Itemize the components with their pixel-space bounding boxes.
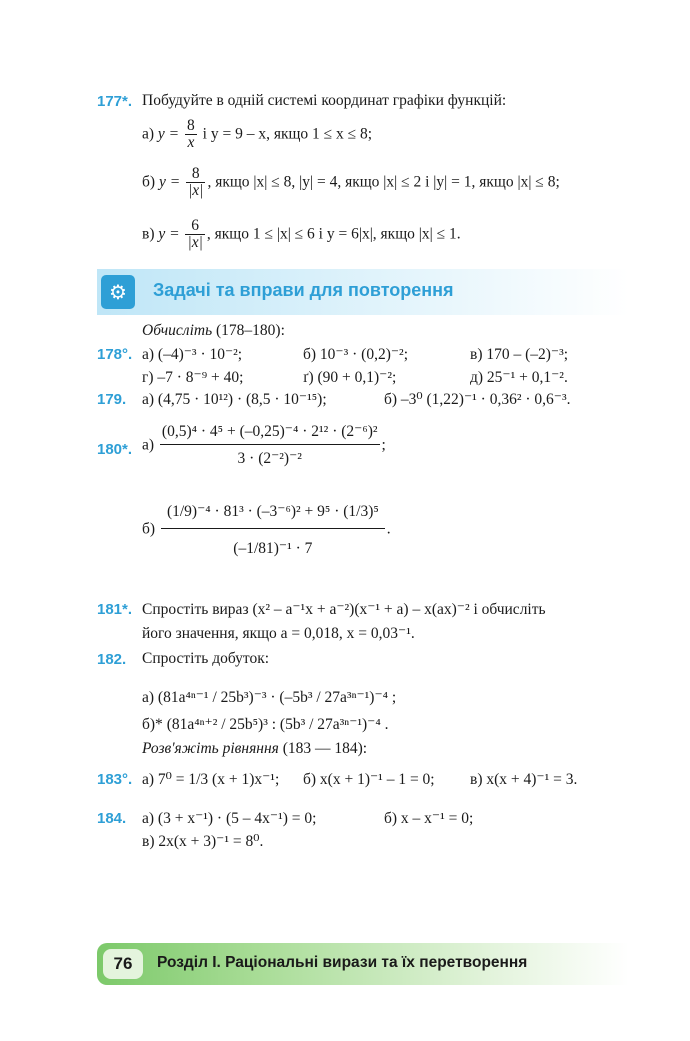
problem-183-number: 183°. bbox=[97, 771, 133, 788]
problem-180-number: 180*. bbox=[97, 441, 133, 458]
expression-182b: (81a⁴ⁿ⁺² / 25b⁵)³ : (5b³ / 27a³ⁿ⁻¹)⁻⁴ . bbox=[166, 716, 389, 733]
item-rest: і y = 9 – x, якщо 1 ≤ x ≤ 8; bbox=[202, 125, 373, 143]
solve-intro: Розв'яжіть рівняння (183 — 184): bbox=[142, 740, 368, 757]
item-label: б)* bbox=[142, 716, 163, 733]
problem-178-number: 178°. bbox=[97, 346, 133, 363]
problem-178-e: ґ) (90 + 0,1)⁻²; bbox=[303, 369, 397, 386]
fraction-180b: $\frac{\text{(1/9)⁻⁴ · 81³ · (–3⁻⁶)² + 9⁵ · (1/3)⁵}}{\text{(–1/81)⁻¹ · 7}}$ bbox=[161, 496, 385, 564]
item-rest: , якщо 1 ≤ |x| ≤ 6 і y = 6|x|, якщо |x| ≤ 1. bbox=[206, 225, 461, 243]
problem-179-a: а) (4,75 · 10¹²) · (8,5 · 10⁻¹⁵); bbox=[142, 391, 327, 408]
item-label: б) bbox=[142, 173, 156, 191]
item-label: а) bbox=[142, 689, 155, 706]
repeat-exercises-icon: ⚙ bbox=[101, 275, 135, 309]
y-equals: y = bbox=[158, 173, 181, 191]
problem-177-text: Побудуйте в одній системі координат графіки функцій: bbox=[142, 92, 507, 109]
chapter-title: Розділ І. Раціональні вирази та їх перетворення bbox=[157, 954, 528, 971]
item-label: а) bbox=[142, 436, 155, 454]
problem-181-line2: його значення, якщо a = 0,018, x = 0,03⁻¹. bbox=[142, 625, 415, 642]
y-equals: y = bbox=[158, 225, 180, 243]
fraction-8-over-abs-x: $\frac{8}{|x|}$ bbox=[188, 165, 204, 200]
section-title: Задачі та вправи для повторення bbox=[153, 280, 454, 300]
problem-181-number: 181*. bbox=[97, 601, 133, 618]
problem-183-b: б) x(x + 1)⁻¹ – 1 = 0; bbox=[303, 771, 435, 788]
problem-178-f: д) 25⁻¹ + 0,1⁻². bbox=[470, 369, 568, 386]
item-label: в) bbox=[142, 225, 155, 243]
problem-177-a bbox=[142, 118, 372, 152]
problem-178-d: г) –7 · 8⁻⁹ + 40; bbox=[142, 369, 244, 386]
problem-184-number: 184. bbox=[97, 810, 127, 827]
item-rest: , якщо |x| ≤ 8, |y| = 4, якщо |x| ≤ 2 і |y| = 1, якщо |x| ≤ 8; bbox=[207, 173, 560, 191]
problem-179-number: 179. bbox=[97, 391, 127, 408]
problem-183-c: в) x(x + 4)⁻¹ = 3. bbox=[470, 771, 578, 788]
problem-177-b bbox=[142, 166, 560, 200]
problem-182-b bbox=[142, 715, 389, 734]
page-footer bbox=[97, 943, 629, 985]
problem-178-b: б) 10⁻³ · (0,2)⁻²; bbox=[303, 346, 408, 363]
problem-177-number: 177*. bbox=[97, 93, 133, 110]
problem-178-c: в) 170 – (–2)⁻³; bbox=[470, 346, 569, 363]
problem-183-a: а) 7⁰ = 1/3 (x + 1)x⁻¹; bbox=[142, 771, 280, 788]
problem-179-b: б) –3⁰ (1,22)⁻¹ · 0,36² · 0,6⁻³. bbox=[384, 391, 571, 408]
fraction-6-over-abs-x: $\frac{6}{|x|}$ bbox=[187, 217, 203, 252]
problem-182-text: Спростіть добуток: bbox=[142, 650, 270, 667]
problem-180-b: б) $\frac{\text{(1/9)⁻⁴ · 81³ · (–3⁻⁶)² + 9⁵ · (1/3)⁵}}{\text{(–1/81)⁻¹ · 7}}$ . bbox=[142, 496, 391, 564]
y-equals: y = bbox=[157, 125, 180, 143]
problem-184-c: в) 2x(x + 3)⁻¹ = 8⁰. bbox=[142, 833, 264, 850]
fraction-8-over-x: $\frac{8}{x}$ bbox=[187, 117, 195, 152]
problem-178-a: а) (–4)⁻³ · 10⁻²; bbox=[142, 346, 243, 363]
expression-182a: (81a⁴ⁿ⁻¹ / 25b³)⁻³ · (–5b³ / 27a³ⁿ⁻¹)⁻⁴ ; bbox=[157, 689, 397, 706]
problem-180-a: а) $\frac{\text{(0,5)⁴ · 4⁵ + (–0,25)⁻⁴ · 2¹² · (2⁻⁶)²}}{\text{3 · (2⁻²)⁻²}}$ ; bbox=[142, 423, 386, 468]
fraction-180a: $\frac{\text{(0,5)⁴ · 4⁵ + (–0,25)⁻⁴ · 2¹² · (2⁻⁶)²}}{\text{3 · (2⁻²)⁻²}}$ bbox=[161, 423, 378, 468]
item-label: а) bbox=[142, 125, 155, 143]
item-label: б) bbox=[142, 520, 156, 538]
problem-182-a bbox=[142, 688, 396, 707]
problem-184-a: а) (3 + x⁻¹) · (5 – 4x⁻¹) = 0; bbox=[142, 810, 317, 827]
page-number: 76 bbox=[103, 949, 143, 979]
problem-181-line1: Спростіть вираз (x² – a⁻¹x + a⁻²)(x⁻¹ + a) – x(ax)⁻² і обчисліть bbox=[142, 601, 546, 618]
problem-182-number: 182. bbox=[97, 651, 127, 668]
calculate-intro: Обчисліть (178–180): bbox=[142, 322, 285, 339]
section-header bbox=[97, 269, 629, 315]
problem-184-b: б) x – x⁻¹ = 0; bbox=[384, 810, 474, 827]
problem-177-c bbox=[142, 218, 461, 252]
